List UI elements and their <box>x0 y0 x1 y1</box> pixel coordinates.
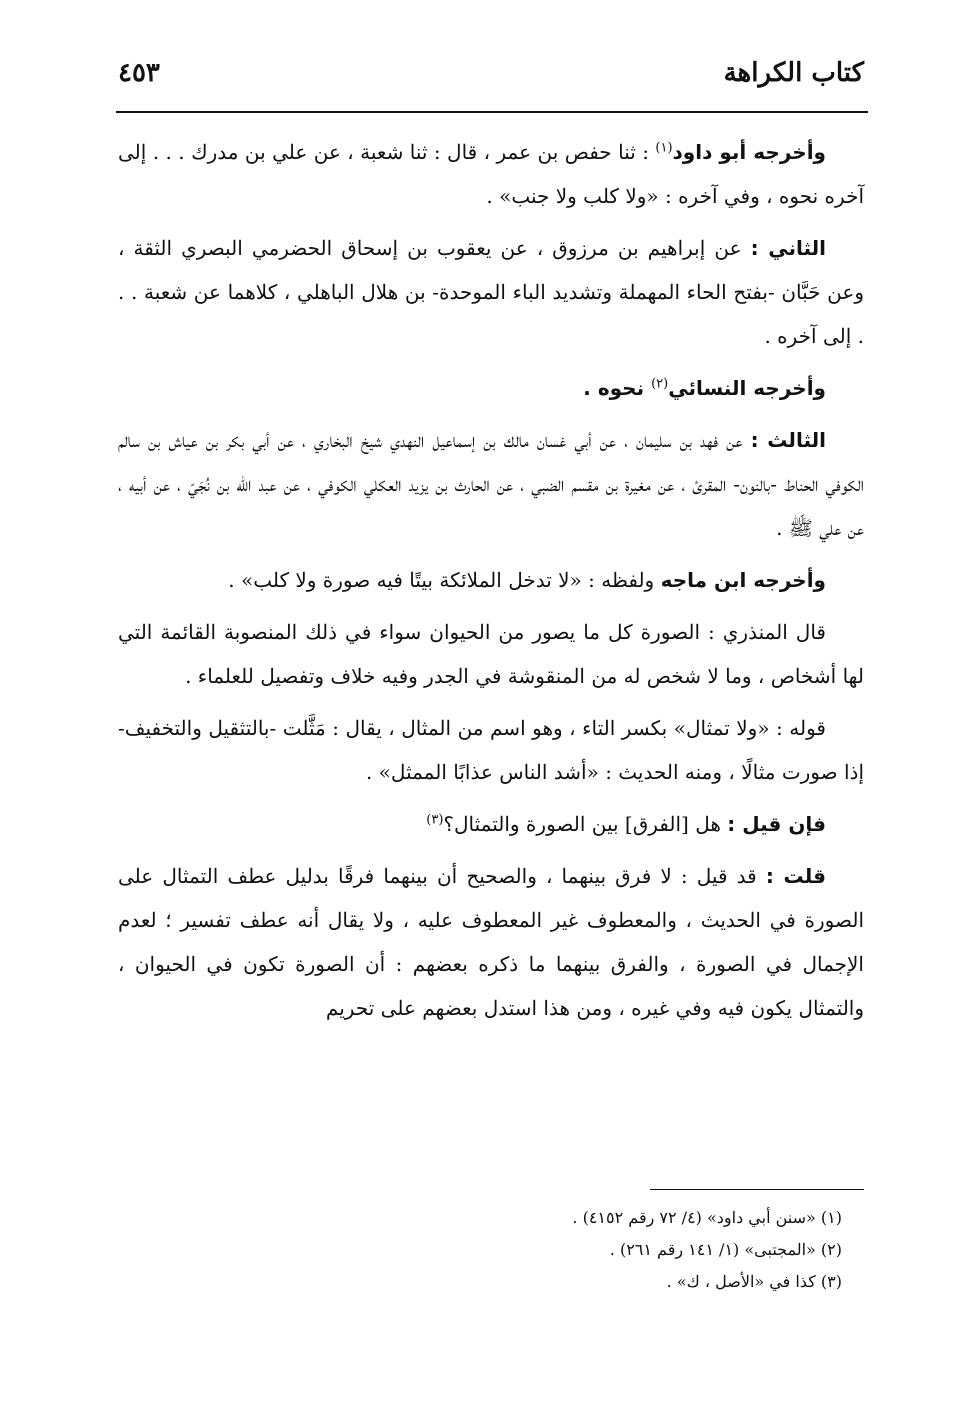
paragraph-timthal <box>118 706 864 794</box>
footnote-marker: (٣) <box>426 812 444 828</box>
paragraph-text: عن إبراهيم بن مرزوق ، عن يعقوب بن إسحاق الحضرمي البصري الثقة ، وعن حَبَّان -بفتح الحاء المهملة وتشديد الباء الموحدة- بن هلال الباهلي ، كلاهما عن شعبة . . . إلى آخره . <box>118 236 864 348</box>
paragraph-ibn-majah <box>118 558 864 602</box>
paragraph-lead: فإن قيل : <box>727 812 826 836</box>
paragraph-lead: الثاني : <box>750 236 826 260</box>
header-rule <box>116 111 868 113</box>
paragraph-text: قوله : «ولا تمثال» بكسر التاء ، وهو اسم من المثال ، يقال : مَثَّلت -بالتثقيل والتخفيف- إذا صورت مثالًا ، ومنه الحديث : «أشد الناس عذابًا الممثل» . <box>118 716 864 784</box>
paragraph-text: هل [الفرق] بين الصورة والتمثال؟ <box>443 812 728 836</box>
footnote-2: (٢) «المجتبى» (١/ ١٤١ رقم ٢٦١) . <box>609 1240 842 1259</box>
paragraph-text: نحوه . <box>583 376 652 400</box>
paragraph-lead: الثالث : <box>750 428 826 452</box>
paragraph-lead: وأخرجه النسائي <box>668 376 826 400</box>
running-head: كتاب الكراهة <box>723 58 864 88</box>
footnote-marker: (٢) <box>651 376 669 392</box>
footnote-marker: (١) <box>655 140 673 156</box>
footnote-separator <box>650 1189 864 1190</box>
paragraph-mundhiri <box>118 610 864 698</box>
paragraph-lead: وأخرجه ابن ماجه <box>660 568 826 592</box>
footnote-3: (٣) كذا في «الأصل ، ك» . <box>666 1272 842 1291</box>
page-number: ٤٥٣ <box>118 58 160 88</box>
paragraph-lead: قلت : <box>765 864 826 888</box>
paragraph-text: ولفظه : «لا تدخل الملائكة بيتًا فيه صورة ولا كلب» . <box>228 568 661 592</box>
paragraph-text: قال المنذري : الصورة كل ما يصور من الحيوان سواء في ذلك المنصوبة القائمة التي لها أشخاص ، وما لا شخص له من المنقوشة في الجدر وفيه خلاف وتفصيل للعلماء . <box>118 620 864 688</box>
footnote-1: (١) «سنن أبي داود» (٤/ ٧٢ رقم ٤١٥٢) . <box>572 1208 842 1227</box>
paragraph-text: عن فهد بن سليمان ، عن أبي غسان مالك بن إسماعيل النهدي شيخ البخاري ، عن أبي بكر بن عياش بن سالم الكوفي الحناط -بالنون- المقرئ ، عن مغيرة بن مقسم الضبي ، عن الحارث بن يزيد العكلي الكوفي ، عن عبد الله بن نُجَيّ ، عن أبيه ، عن علي ﷺ . <box>118 428 864 540</box>
body-text <box>118 130 864 1038</box>
paragraph-third-chain <box>118 418 864 550</box>
paragraph-text: قد قيل : لا فرق بينهما ، والصحيح أن بينهما فرقًا بدليل عطف التمثال على الصورة في الحديث ، والمعطوف غير المعطوف عليه ، ولا يقال أنه عطف تفسير ؛ لعدم الإجمال في الصورة ، والفرق بينهما ما ذكره بعضهم : أن الصورة تكون في الحيوان ، والتمثال يكون فيه وفي غيره ، ومن هذا استدل بعضهم على تحريم <box>118 864 864 1020</box>
paragraph-abu-dawud <box>118 130 864 218</box>
paragraph-nasai <box>118 366 864 410</box>
paragraph-lead: وأخرجه أبو داود <box>672 140 826 164</box>
paragraph-text: : ثنا حفص بن عمر ، قال : ثنا شعبة ، عن علي بن مدرك . . . إلى آخره نحوه ، وفي آخره : «ولا كلب ولا جنب» . <box>118 140 864 208</box>
paragraph-answer <box>118 854 864 1030</box>
paragraph-second-chain <box>118 226 864 358</box>
paragraph-question <box>118 802 864 846</box>
page-header <box>118 52 864 104</box>
footnotes <box>118 1202 864 1298</box>
